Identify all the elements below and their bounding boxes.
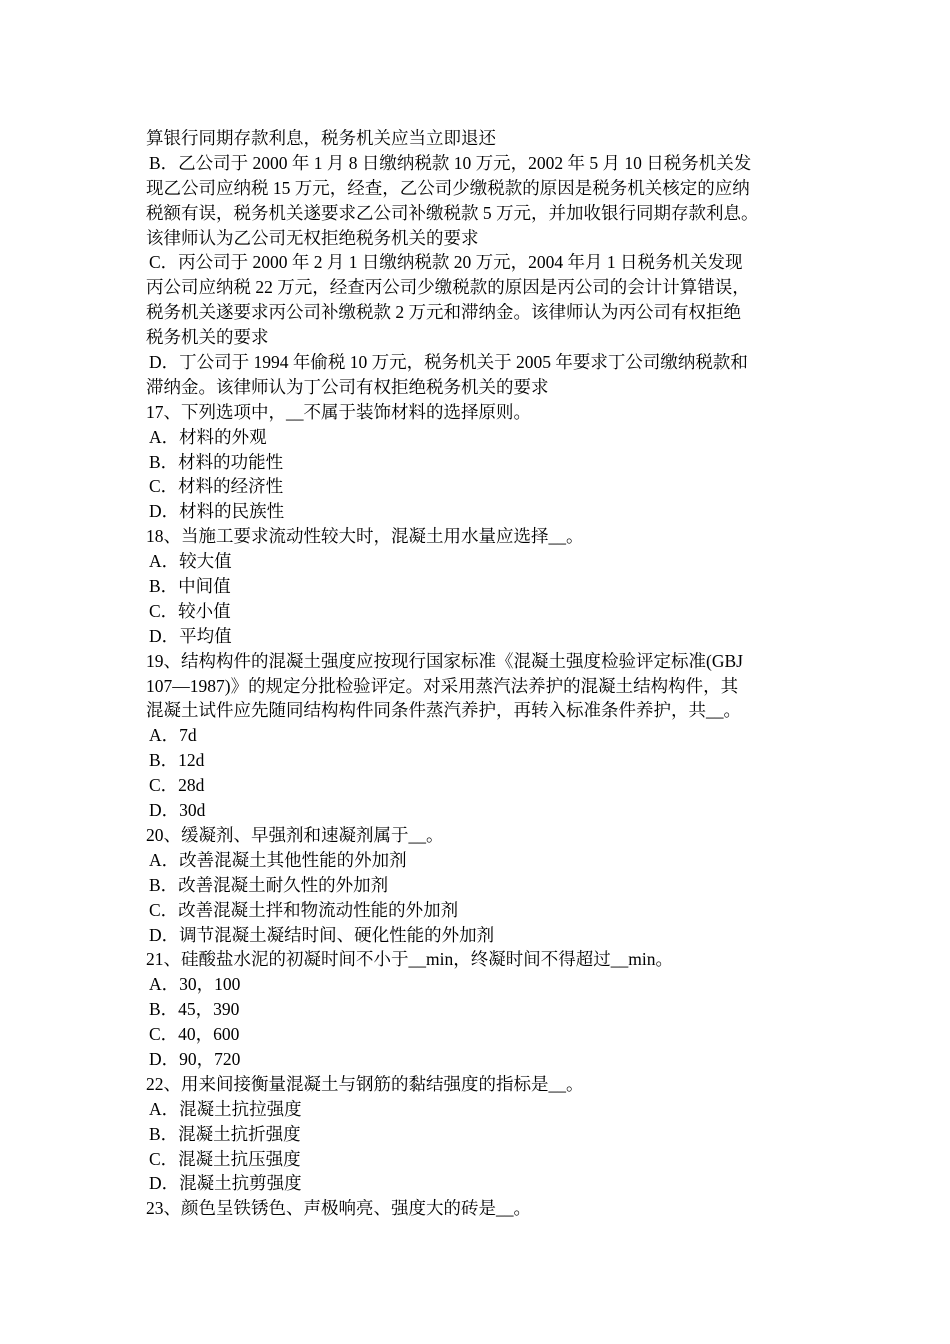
option-line: A．改善混凝土其他性能的外加剂 [149,849,407,870]
text-line: 税额有误，税务机关遂要求乙公司补缴税款 5 万元，并加收银行同期存款利息。 [146,202,759,223]
option-line: D．调节混凝土凝结时间、硬化性能的外加剂 [149,924,495,945]
document-body [146,126,814,1221]
text-line: 税务机关的要求 [146,327,269,348]
option-line: D．平均值 [149,625,232,646]
option-line: D．丁公司于 1994 年偷税 10 万元，税务机关于 2005 年要求丁公司缴纳税款和 [149,352,748,373]
option-line: A．7d [149,725,197,746]
option-line: C．较小值 [149,600,231,621]
option-line: D．混凝土抗剪强度 [149,1173,302,1194]
text-line: 该律师认为乙公司无权拒绝税务机关的要求 [146,227,479,248]
question-17: 17、下列选项中，__不属于装饰材料的选择原则。 [146,401,531,422]
option-line: B．12d [149,750,205,771]
option-line: C．丙公司于 2000 年 2 月 1 日缴纳税款 20 万元，2004 年月 1 日税务机关发现 [149,252,743,273]
question-22: 22、用来间接衡量混凝土与钢筋的黏结强度的指标是__。 [146,1073,584,1094]
option-line: D．30d [149,800,206,821]
option-line: A．较大值 [149,551,232,572]
option-line: B．45，390 [149,999,240,1020]
option-line: C．40，600 [149,1024,240,1045]
option-line: C．改善混凝土拌和物流动性能的外加剂 [149,899,459,920]
text-line: 混凝土试件应先随同结构构件同条件蒸汽养护，再转入标准条件养护，共__。 [146,700,741,721]
question-19: 19、结构构件的混凝土强度应按现行国家标准《混凝土强度检验评定标准(GBJ [146,650,743,671]
option-line: C．混凝土抗压强度 [149,1148,301,1169]
text-line: 现乙公司应纳税 15 万元，经查，乙公司少缴税款的原因是税务机关核定的应纳 [146,177,750,198]
option-line: B．混凝土抗折强度 [149,1123,301,1144]
option-line: B．材料的功能性 [149,451,284,472]
text-line: 税务机关遂要求丙公司补缴税款 2 万元和滞纳金。该律师认为丙公司有权拒绝 [146,302,741,323]
option-line: C．材料的经济性 [149,476,284,497]
question-23: 23、颜色呈铁锈色、声极响亮、强度大的砖是__。 [146,1198,531,1219]
option-line: C．28d [149,775,205,796]
text-line: 丙公司应纳税 22 万元，经查丙公司少缴税款的原因是丙公司的会计计算错误， [146,277,750,298]
text-line: 算银行同期存款利息，税务机关应当立即退还 [146,128,496,148]
question-20: 20、缓凝剂、早强剂和速凝剂属于__。 [146,824,444,845]
text-line: 107—1987)》的规定分批检验评定。对采用蒸汽法养护的混凝土结构构件，其 [146,675,739,696]
option-line: B．乙公司于 2000 年 1 月 8 日缴纳税款 10 万元，2002 年 5 月 10 日税务机关发 [149,152,752,173]
text-line: 滞纳金。该律师认为丁公司有权拒绝税务机关的要求 [146,376,549,397]
question-18: 18、当施工要求流动性较大时，混凝土用水量应选择__。 [146,526,584,547]
option-line: A．混凝土抗拉强度 [149,1098,302,1119]
option-line: D．材料的民族性 [149,501,285,522]
option-line: A．30，100 [149,974,241,995]
option-line: D．90，720 [149,1048,241,1069]
option-line: B．中间值 [149,576,231,597]
question-21: 21、硅酸盐水泥的初凝时间不小于__min，终凝时间不得超过__min。 [146,949,673,970]
option-line: A．材料的外观 [149,426,267,447]
option-line: B．改善混凝土耐久性的外加剂 [149,874,389,895]
